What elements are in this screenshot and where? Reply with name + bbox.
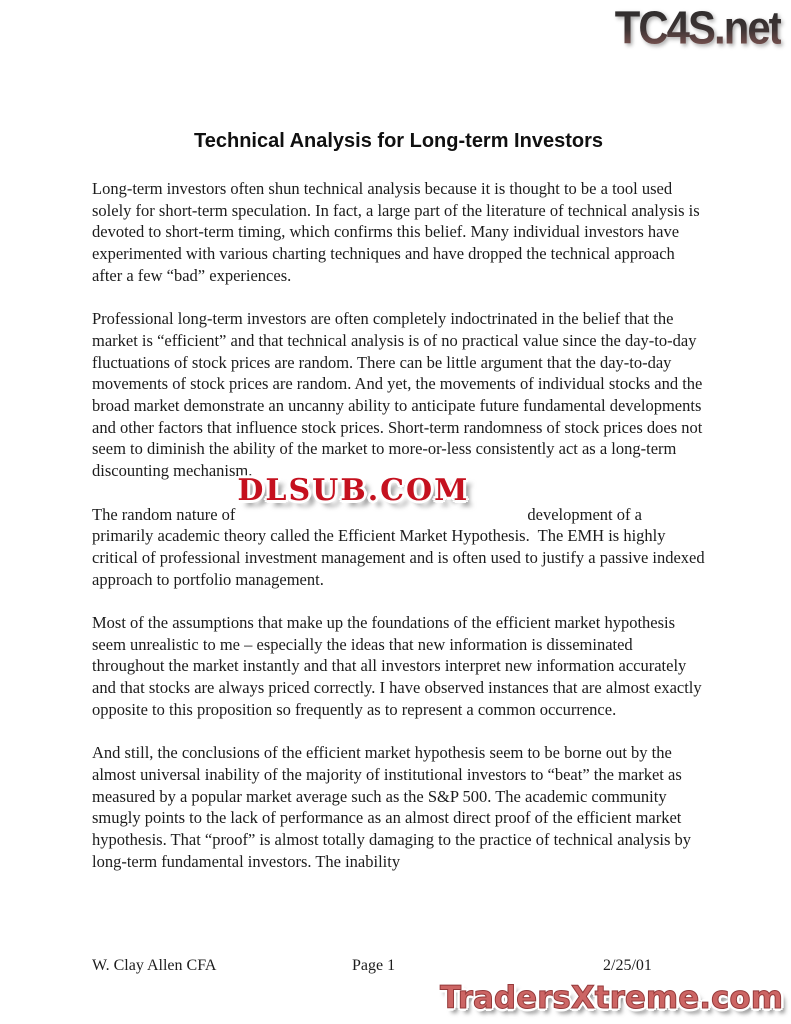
dlsub-watermark-anchor — [235, 472, 527, 520]
footer-date: 2/25/01 — [603, 957, 652, 974]
footer-author: W. Clay Allen CFA — [92, 957, 217, 974]
tc4s-logo-watermark: TC4S.net — [615, 2, 781, 54]
paragraph-4: Most of the assumptions that make up the foundations of the efficient market hypothesis seem unrealistic to me – especially the ideas that new information is disseminated throughout the market instantly and that all investors interpret new information accurately and that stocks are always priced correctly. I have observed instances that are almost exactly opposite to this proposition so frequently as to represent a common occurrence. — [92, 613, 706, 719]
paragraph-2: Professional long-term investors are often completely indoctrinated in the belief that the market is “efficient” and that technical analysis is of no practical value since the day-to-day fluctuations of stock prices are random. There can be little argument that the day-to-day movements of stock prices are random. And yet, the movements of individual stocks and the broad market demonstrate an uncanny ability to anticipate future fundamental developments and other factors that influence stock prices. Short-term randomness of stock prices does not seem to diminish the ability of the market to more-or-less consistently act as a long-term discounting mechanism. — [92, 309, 707, 481]
paragraph-3-suffix: development of a primarily academic theory called the Efficient Market Hypothesis. The EMH is highly critical of professional investment management and is often used to justify a passive indexed approach to portfolio management. — [92, 504, 709, 589]
dlsub-watermark: DLSUB.COM — [237, 472, 470, 508]
paragraph-1: Long-term investors often shun technical analysis because it is thought to be a tool used solely for short-term speculation. In fact, a large part of the literature of technical analysis is devoted to short-term timing, which confirms this belief. Many individual investors have experimented with various charting techniques and have dropped the technical approach after a few “bad” experiences. — [92, 179, 704, 285]
footer-page-number: Page 1 — [352, 957, 396, 974]
paragraph-5: And still, the conclusions of the efficient market hypothesis seem to be borne out by the almost universal inability of the majority of institutional investors to “beat” the market as measured by a popular market average such as the S&P 500. The academic community smugly points to the lack of performance as an almost direct proof of the efficient market hypothesis. That “proof” is almost totally damaging to the practice of technical analysis by long-term fundamental investors. The inability — [92, 743, 696, 871]
paragraph-3 — [92, 472, 709, 591]
tradersxtreme-watermark: TradersXtreme.com — [439, 980, 783, 1016]
page-title: Technical Analysis for Long-term Investors — [194, 130, 603, 152]
document-body — [92, 129, 709, 894]
paragraph-3-prefix: The random nature of — [92, 504, 236, 524]
